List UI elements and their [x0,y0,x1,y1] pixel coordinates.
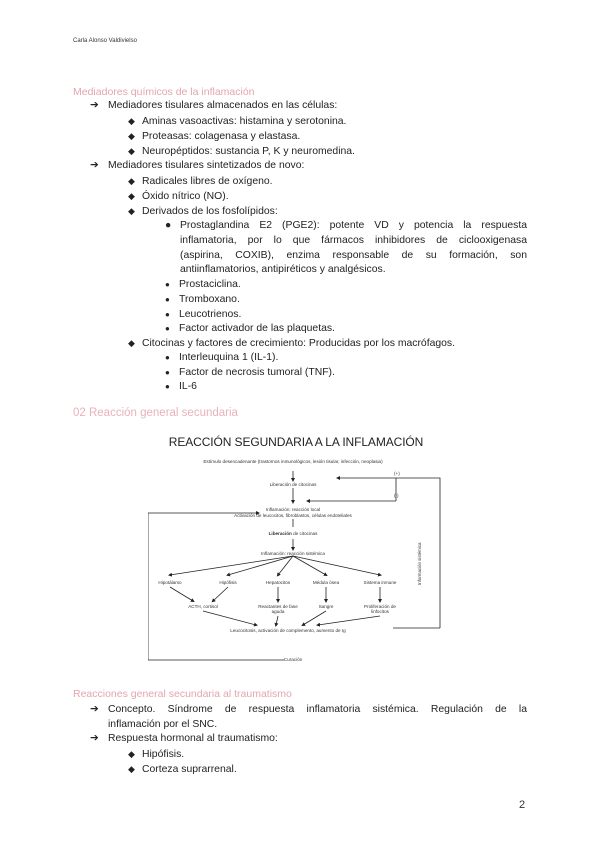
dot-bullet-icon: ● [165,353,170,362]
list-item [165,308,241,323]
list-item-cytokines [128,336,455,352]
list-item-text: Corteza suprarrenal. [142,764,237,775]
list-item [165,351,278,366]
diamond-bullet-icon: ◆ [128,146,135,156]
activation-label: Activación de leucocitos, fibroblastos, células endoteliales [234,513,352,518]
diagram-title: REACCIÓN SEGUNDARIA A LA INFLAMACIÓN [168,435,424,449]
systemic-info-label: Información sistémica [417,542,422,585]
dot-bullet-icon: ● [165,310,170,319]
diamond-bullet-icon: ◆ [128,338,135,348]
author-name: Carla Alonso Valdivielso [73,38,137,44]
list-item-text: Derivados de los fosfolípidos: [142,206,278,217]
outcome-acute-phase: Reactantes de fase aguda [258,604,298,615]
list-item [128,129,300,145]
list-item [128,189,229,205]
healing-label: Curación [283,657,303,662]
list-item-stored [90,99,337,114]
list-item [128,204,278,220]
list-item-text: Factor de necrosis tumoral (TNF). [179,367,335,378]
list-item-text: Interleuquina 1 (IL-1). [179,352,279,363]
dot-bullet-icon: ● [165,280,170,289]
outcome-blood: Sangre [318,604,334,609]
diamond-bullet-icon: ◆ [128,206,135,216]
list-item-text: Óxido nítrico (NO). [142,191,229,202]
concept-line-2: inflamación por el SNC. [108,719,218,730]
target-bone-marrow: Médula ósea [312,580,340,585]
cytokine-release-label: Liberación de citocinas [269,482,317,487]
target-pituitary: Hipófisis [219,580,237,585]
dot-bullet-icon: ● [165,382,170,391]
local-reaction-label: Inflamación: reacción local [265,507,321,512]
list-item [165,366,335,381]
arrow-icon: ➔ [90,160,99,171]
minus-sign: (-) [394,493,399,498]
hormonal-label: Respuesta hormonal al traumatismo: [108,733,278,744]
list-item [128,114,346,130]
dot-bullet-icon: ● [165,295,170,304]
list-item [128,747,184,763]
final-effects-label: Leucocitosis, activación de complemento, aumento de Ig [230,628,346,633]
arrow-icon: ➔ [90,704,99,715]
stimulus-label: Estímulo desencadenante (trastornos inmunológicos, lesión tisular, infección, neoplasia) [203,459,383,464]
list-item-text: IL-6 [179,381,197,392]
list-item [128,174,273,190]
plus-sign: (+) [394,471,400,476]
cytokine-release-2-label [269,531,318,536]
list-item [165,322,335,337]
list-item-text: Prostaciclina. [179,279,241,290]
list-item-text: Hipófisis. [142,749,185,760]
pge2-line-1: Prostaglandina E2 (PGE2): potente VD y potencia la respuesta [180,220,527,231]
diamond-bullet-icon: ◆ [128,176,135,186]
list-item [128,762,237,778]
dot-bullet-icon: ● [165,324,170,333]
outcome-lymphocytes: Proliferación de linfocitos [364,604,396,615]
list-item [165,293,240,308]
list-item-text: Radicales libres de oxígeno. [142,176,273,187]
list-item [165,380,197,395]
diamond-bullet-icon: ◆ [128,749,135,759]
page-number: 2 [519,799,526,811]
dot-bullet-icon: ● [165,220,172,231]
target-hepatocytes: Hepatocitos [265,580,291,585]
reaction-diagram [148,435,444,665]
section-title-trauma: Reacciones general secundaria al traumatismo [73,688,292,700]
diamond-bullet-icon: ◆ [128,764,135,774]
diamond-bullet-icon: ◆ [128,191,135,201]
target-hypothalamus: Hipotálamo [158,580,182,585]
list-item-text: Citocinas y factores de crecimiento: Producidas por los macrófagos. [142,338,456,349]
list-item-text: Neuropéptidos: sustancia P, K y neuromedina. [142,146,355,157]
section-title-reaction: 02 Reacción general secundaria [73,407,238,419]
diamond-bullet-icon: ◆ [128,131,135,141]
list-item-hormonal [90,732,278,747]
stored-label: Mediadores tisulares almacenados en las células: [108,100,338,111]
liberation-rest: de citocinas [293,531,318,536]
diamond-bullet-icon: ◆ [128,116,135,126]
list-item [128,144,355,160]
list-item [165,278,241,293]
pge2-line-3: (aspirina, COXIB), enzima responsable de su formación, son [180,250,527,261]
pge2-line-2: inflamatoria, por lo que fármacos inhibidores de ciclooxigenasa [180,235,527,246]
outcome-acth: ACTH, cortisol [188,604,218,609]
dot-bullet-icon: ● [165,368,170,377]
list-item-synth [90,159,304,174]
list-item-text: Proteasas: colagenasa y elastasa. [142,131,301,142]
section-title-mediators: Mediadores químicos de la inflamación [73,86,255,98]
arrow-icon: ➔ [90,100,99,111]
concept-line-1: Concepto. Síndrome de respuesta inflamatoria sistémica. Regulación de la [108,704,527,715]
list-item-text: Leucotrienos. [179,309,242,320]
systemic-reaction-label: Inflamación: reacción sistémica [261,551,325,556]
pge2-line-4: antiinflamatorios, antipiréticos y analgésicos. [180,264,386,275]
liberation-bold: Liberación [268,531,292,536]
list-item-text: Factor activador de las plaquetas. [179,323,335,334]
synth-label: Mediadores tisulares sintetizados de novo: [108,160,305,171]
arrow-icon: ➔ [90,733,99,744]
list-item-text: Aminas vasoactivas: histamina y serotonina. [142,116,347,127]
list-item-text: Tromboxano. [179,294,240,305]
target-immune-system: Sistema inmune [363,580,397,585]
